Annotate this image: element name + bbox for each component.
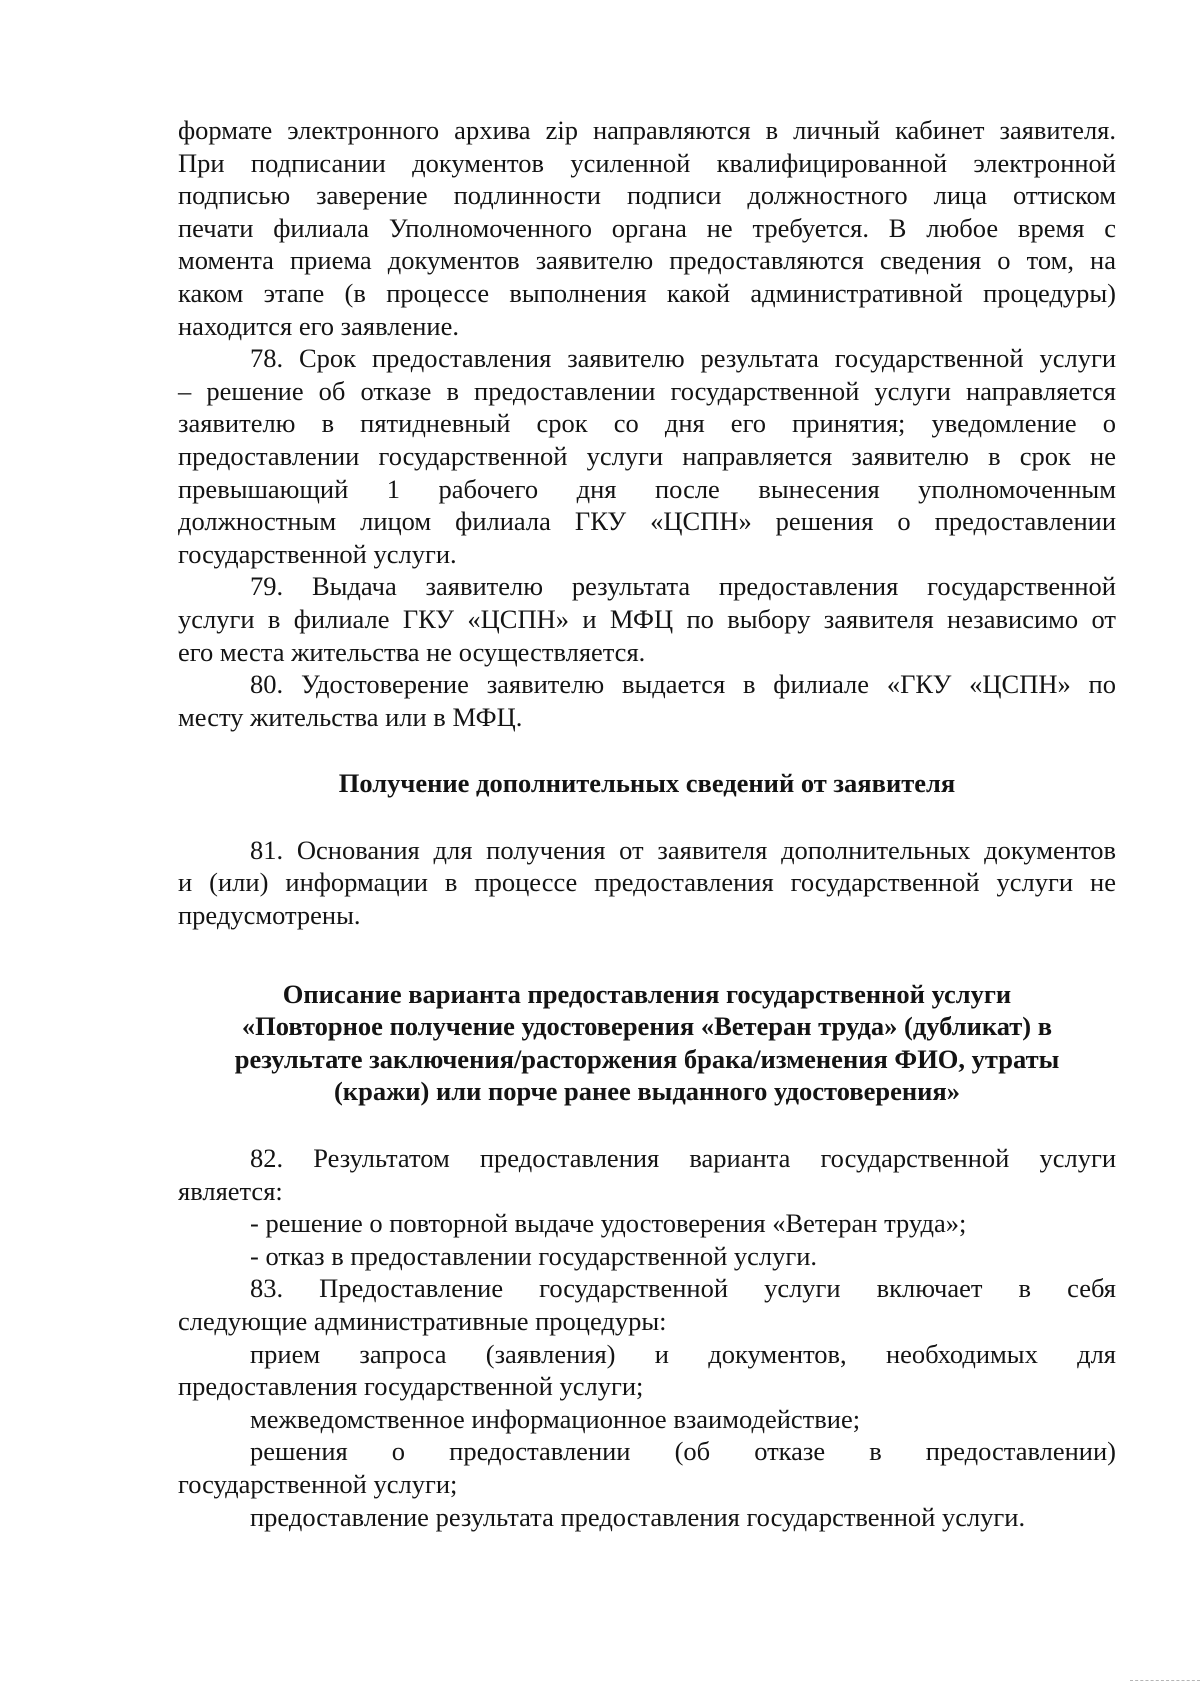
text-line: При подписании документов усиленной квалифицированной электронной bbox=[178, 147, 1116, 178]
paragraph-81 bbox=[178, 834, 1116, 932]
text-line: является: bbox=[178, 1175, 283, 1206]
text-line: 81. Основания для получения от заявителя дополнительных документов bbox=[250, 834, 1116, 865]
text-line: его места жительства не осуществляется. bbox=[178, 636, 646, 667]
heading-line: Описание варианта предоставления государственной услуги bbox=[282, 978, 1012, 1009]
text-line: и (или) информации в процессе предоставления государственной услуги не bbox=[178, 867, 1116, 898]
text-line: заявителю в пятидневный срок со дня его принятия; уведомление о bbox=[178, 408, 1116, 439]
paragraph-78 bbox=[178, 342, 1116, 570]
text-line: предусмотрены. bbox=[178, 900, 361, 931]
text-line: 83. Предоставление государственной услуги включает в себя bbox=[250, 1273, 1116, 1304]
text-line: услуги в филиале ГКУ «ЦСПН» и МФЦ по выбору заявителя независимо от bbox=[178, 603, 1116, 634]
text-line: находится его заявление. bbox=[178, 310, 459, 341]
section-heading-variant bbox=[178, 978, 1116, 1108]
text-line: момента приема документов заявителю предоставляются сведения о том, на bbox=[178, 245, 1116, 276]
list-item: прием запроса (заявления) и документов, необходимых для bbox=[250, 1338, 1116, 1369]
text-line: – решение об отказе в предоставлении государственной услуги направляется bbox=[178, 375, 1116, 406]
text-line: государственной услуги. bbox=[178, 538, 457, 569]
text-line: предоставления государственной услуги; bbox=[178, 1371, 644, 1402]
list-item: - отказ в предоставлении государственной услуги. bbox=[250, 1240, 818, 1271]
text-line: подписью заверение подлинности подписи должностного лица оттиском bbox=[178, 180, 1116, 211]
scan-edge-mark bbox=[1130, 1680, 1200, 1683]
paragraph-82 bbox=[178, 1142, 1116, 1272]
list-item: предоставление результата предоставления государственной услуги. bbox=[250, 1501, 1026, 1532]
heading-line: (кражи) или порче ранее выданного удостоверения» bbox=[333, 1076, 961, 1107]
text-line: 82. Результатом предоставления варианта государственной услуги bbox=[250, 1143, 1116, 1174]
paragraph-intro bbox=[178, 114, 1116, 342]
section-heading: Получение дополнительных сведений от заявителя bbox=[338, 768, 956, 799]
text-line: предоставлении государственной услуги направляется заявителю в срок не bbox=[178, 440, 1116, 471]
text-line: печати филиала Уполномоченного органа не требуется. В любое время с bbox=[178, 212, 1116, 243]
heading-line: «Повторное получение удостоверения «Ветеран труда» (дубликат) в bbox=[241, 1011, 1053, 1042]
list-item: межведомственное информационное взаимодействие; bbox=[250, 1403, 861, 1434]
text-line: 80. Удостоверение заявителю выдается в филиале «ГКУ «ЦСПН» по bbox=[250, 669, 1116, 700]
list-item: решения о предоставлении (об отказе в предоставлении) bbox=[250, 1436, 1116, 1467]
text-line: 79. Выдача заявителю результата предоставления государственной bbox=[250, 571, 1116, 602]
text-line: месту жительства или в МФЦ. bbox=[178, 701, 523, 732]
document-body bbox=[178, 114, 1116, 1533]
text-line: государственной услуги; bbox=[178, 1468, 458, 1499]
paragraph-83 bbox=[178, 1272, 1116, 1533]
text-line: должностным лицом филиала ГКУ «ЦСПН» решения о предоставлении bbox=[178, 506, 1116, 537]
text-line: следующие административные процедуры: bbox=[178, 1306, 667, 1336]
text-line: превышающий 1 рабочего дня после вынесения уполномоченным bbox=[178, 473, 1116, 504]
text-line: каком этапе (в процессе выполнения какой административной процедуры) bbox=[178, 277, 1116, 308]
paragraph-80 bbox=[178, 668, 1116, 733]
heading-line: результате заключения/расторжения брака/изменения ФИО, утраты bbox=[234, 1043, 1060, 1074]
paragraph-79 bbox=[178, 570, 1116, 668]
text-line: 78. Срок предоставления заявителю результата государственной услуги bbox=[250, 343, 1116, 374]
text-line: формате электронного архива zip направляются в личный кабинет заявителя. bbox=[178, 115, 1116, 145]
list-item: - решение о повторной выдаче удостоверения «Ветеран труда»; bbox=[250, 1208, 967, 1239]
